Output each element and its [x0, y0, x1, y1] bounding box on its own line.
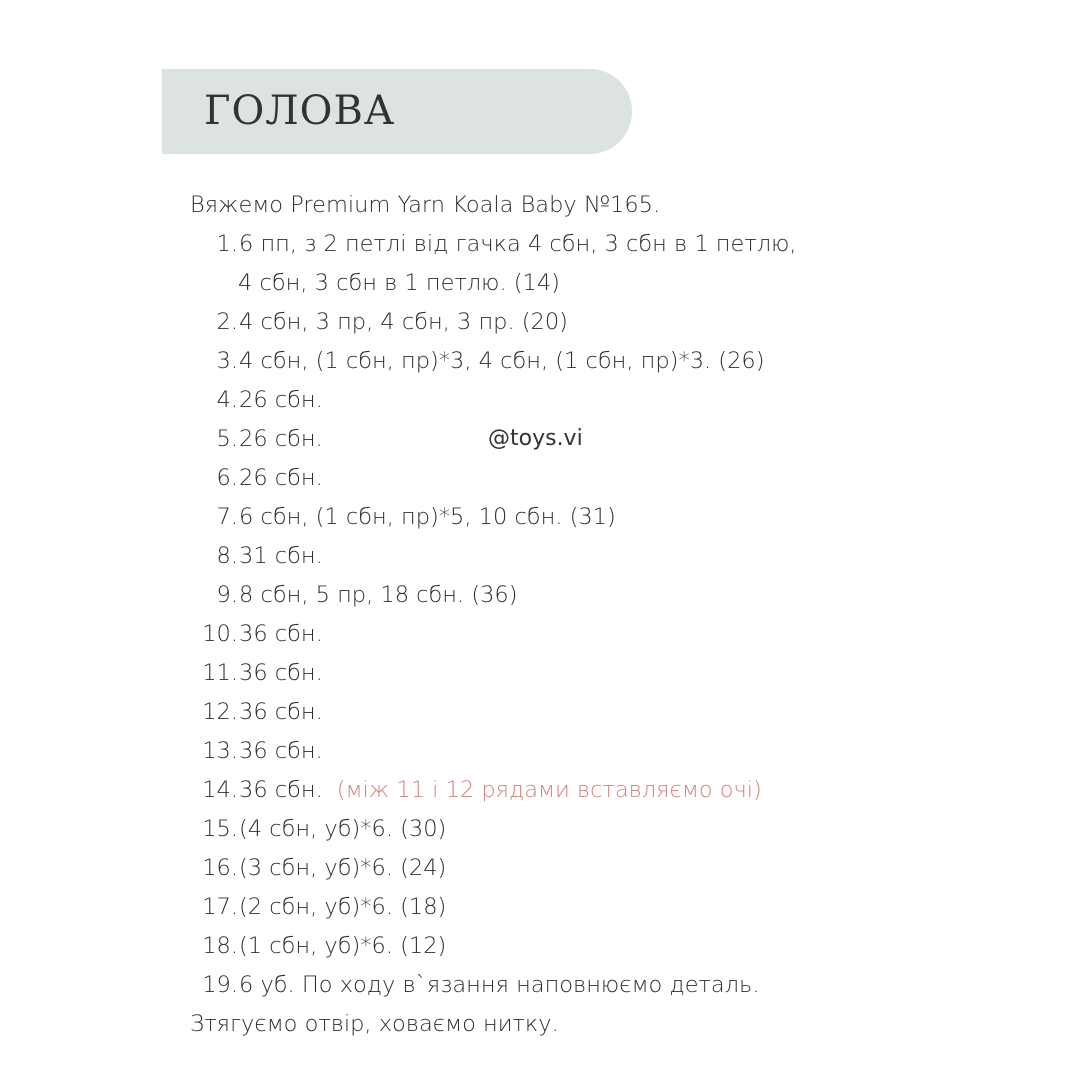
row-text: 36 сбн.	[239, 660, 323, 686]
row-text: 36 сбн.	[239, 699, 323, 725]
pattern-row	[190, 732, 797, 771]
pattern-row	[190, 810, 797, 849]
row-text: (2 сбн, уб)*6. (18)	[239, 894, 447, 920]
row-text: 26 сбн.	[239, 465, 323, 491]
pattern-row	[190, 693, 797, 732]
page-title: ГОЛОВА	[204, 88, 396, 134]
row-text: 4 сбн, 3 пр, 4 сбн, 3 пр. (20)	[239, 309, 568, 335]
row-number: 7.	[216, 504, 238, 530]
row-text: 8 сбн, 5 пр, 18 сбн. (36)	[239, 582, 518, 608]
pattern-row	[190, 498, 797, 537]
row-number: 19.	[202, 972, 238, 998]
row-note: (між 11 і 12 рядами вставляємо очі)	[336, 777, 762, 803]
row-number: 5.	[216, 426, 238, 452]
row-text: 26 сбн.	[239, 387, 323, 413]
row-text: 6 сбн, (1 сбн, пр)*5, 10 сбн. (31)	[239, 504, 616, 530]
row-number: 10.	[202, 621, 238, 647]
title-band	[162, 69, 632, 154]
row-number: 9.	[216, 582, 238, 608]
row-number: 8.	[216, 543, 238, 569]
row-number: 18.	[202, 933, 238, 959]
row-number: 2.	[216, 309, 238, 335]
row-text: 4 сбн, (1 сбн, пр)*3, 4 сбн, (1 сбн, пр)*3. (26)	[239, 348, 765, 374]
pattern-row	[190, 342, 797, 381]
row-number: 6.	[216, 465, 238, 491]
row-text: (4 сбн, уб)*6. (30)	[239, 816, 447, 842]
row-text: 36 сбн.	[239, 621, 323, 647]
row-text: 31 сбн.	[239, 543, 323, 569]
intro-line: Вяжемо Premium Yarn Koala Baby №165.	[190, 192, 661, 218]
watermark-handle: @toys.vi	[488, 426, 583, 451]
row-continuation: 4 сбн, 3 сбн в 1 петлю. (14)	[238, 270, 560, 296]
pattern-instructions	[190, 186, 797, 1044]
pattern-row	[190, 849, 797, 888]
row-number: 17.	[202, 894, 238, 920]
pattern-row	[190, 966, 797, 1005]
row-number: 1.	[216, 231, 238, 257]
row-text: (1 сбн, уб)*6. (12)	[239, 933, 447, 959]
pattern-row	[190, 381, 797, 420]
pattern-row	[190, 459, 797, 498]
row-text: 36 сбн.	[239, 738, 323, 764]
pattern-row	[190, 225, 797, 264]
row-text: (3 сбн, уб)*6. (24)	[239, 855, 447, 881]
row-number: 15.	[202, 816, 238, 842]
outro-line: Зтягуємо отвір, ховаємо нитку.	[190, 1011, 559, 1037]
pattern-row	[190, 303, 797, 342]
row-text: 6 пп, з 2 петлі від гачка 4 сбн, 3 сбн в 1 петлю,	[239, 231, 797, 257]
row-number: 12.	[202, 699, 238, 725]
row-number: 14.	[202, 777, 238, 803]
row-text: 36 сбн.	[239, 777, 323, 803]
row-number: 4.	[216, 387, 238, 413]
row-text: 6 уб. По ходу в`язання наповнюємо деталь.	[239, 972, 760, 998]
pattern-row	[190, 927, 797, 966]
pattern-row	[190, 537, 797, 576]
row-number: 11.	[202, 660, 238, 686]
pattern-row	[190, 576, 797, 615]
row-number: 13.	[202, 738, 238, 764]
pattern-row	[190, 771, 797, 810]
pattern-row	[190, 420, 797, 459]
row-number: 3.	[216, 348, 238, 374]
row-number: 16.	[202, 855, 238, 881]
pattern-row	[190, 615, 797, 654]
pattern-row	[190, 654, 797, 693]
pattern-row	[190, 888, 797, 927]
row-text: 26 сбн.	[239, 426, 323, 452]
